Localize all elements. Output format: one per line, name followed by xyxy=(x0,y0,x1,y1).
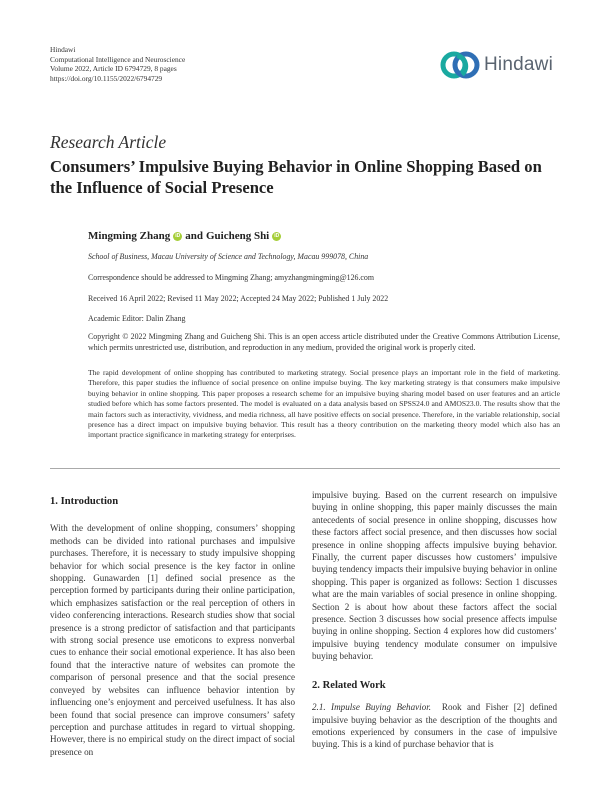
journal-meta xyxy=(50,45,185,83)
journal-name: Computational Intelligence and Neuroscience xyxy=(50,54,186,64)
left-column xyxy=(50,489,295,758)
correspondence: Correspondence should be addressed to Mingming Zhang; amyzhangmingming@126.com xyxy=(88,273,375,282)
section-divider xyxy=(50,468,560,469)
introduction-continued-paragraph: impulsive buying. Based on the current research on impulsive buying in online shopping, this paper mainly discusses the main antecedents of social presence in online shopping, discusses how these factors affect social presence, and then discusses how social presence in online shopping affects impulsive buying behavior. Finally, the current paper discusses how customers’ impulsive buying tendency impacts their impulsive buying behavior in online shopping. This paper is organized as follows: Section 1 discusses what are the main variables of social presence in online shopping. Section 2 is about how about these factors affect the social presence. Section 3 discusses how social presence affects impulse buying in online shopping. Section 4 explores how did customers’ impulsive buying tendency modulate consumer on impulsive buying behavior. xyxy=(312,490,557,662)
publication-dates: Received 16 April 2022; Revised 11 May 2022; Accepted 24 May 2022; Published 1 July 2022 xyxy=(88,294,389,303)
introduction-heading: 1. Introduction xyxy=(50,496,119,507)
doi-link[interactable]: https://doi.org/10.1155/2022/6794729 xyxy=(50,73,163,83)
author-name[interactable]: Guicheng Shi xyxy=(205,230,270,242)
related-work-heading: 2. Related Work xyxy=(312,679,386,691)
author-join: and xyxy=(185,230,203,242)
right-column xyxy=(312,489,557,751)
article-type: Research Article xyxy=(50,132,167,152)
hindawi-logo xyxy=(438,41,560,89)
affiliation: School of Business, Macau University of Science and Technology, Macau 999078, China xyxy=(88,252,369,261)
copyright-notice: Copyright © 2022 Mingming Zhang and Guicheng Shi. This is an open access article distributed under the Creative Commons Attribution License, which permits unrestricted use, distribution, and reproduction in any medium, provided the original work is properly cited. xyxy=(88,332,560,352)
introduction-paragraph: With the development of online shopping, consumers’ shopping methods can be divided into rational purchases and impulsive purchases. Therefore, it is necessary to study impulsive shopping behavior for which social presence is the key factor in online shopping. Gunawarden [1] defined social presence as the perception formed by participants during their online participation, which emphasizes satisfaction or the real perception of others in video conferencing interactions. Research studies show that social presence is a strong predictor of satisfaction and that participants with strong social presence use emoticons to express nonverbal cues to enhance their social emotional experience. It has also been found that the interactive nature of websites can promote the comparison of personal presence and that the social presence conveyed by websites can influence behavior intention by influencing one’s enjoyment and perceived usefulness. It has also been found that social presence can improve consumers’ safety perception and purchase attitudes in regard to virtual shopping. However, there is no empirical study on the direct impact of social presence on xyxy=(50,523,295,757)
impulse-buying-paragraph xyxy=(312,701,557,751)
volume-info: Volume 2022, Article ID 6794729, 8 pages xyxy=(50,64,177,74)
interlocking-rings-logo-icon xyxy=(438,43,482,87)
orcid-icon[interactable]: iD xyxy=(175,232,181,239)
authors xyxy=(88,230,281,242)
subsection-title: 2.1. Impulse Buying Behavior. xyxy=(312,702,432,713)
publisher-name: Hindawi xyxy=(50,45,76,54)
abstract: The rapid development of online shopping has contributed to marketing strategy. Social presence plays an important role in the field of marketing. Therefore, this paper studies the influence of social presence on online impulse buying. The key marketing strategy is that consumers make impulsive buying behavior in online shopping. This paper proposes a research scheme for an impulsive buying sharing model based on user features and an article studied before which has some factors presented. The model is evaluated on a data analysis based on SPSS24.0 and AMOS23.0. The results show that the main factors such as interactivity, vividness, and media richness, all have positive effects on social presence. Therefore, in the variable relationship, social presence has a direct impact on impulsive buying behavior. This result has a theory contribution on the marketing theory model which also has an important practice significance in marketing strategy for enterprises. xyxy=(88,368,560,440)
academic-editor: Academic Editor: Dalin Zhang xyxy=(88,314,186,323)
article-title: Consumers’ Impulsive Buying Behavior in Online Shopping Based on the Influence of Social Presence xyxy=(50,157,542,197)
orcid-icon[interactable]: iD xyxy=(274,232,280,239)
author-name[interactable]: Mingming Zhang xyxy=(88,230,171,242)
logo-text: Hindawi xyxy=(484,54,553,75)
subsection-text: Rook and Fisher [2] defined impulsive buying behavior as the description of the thoughts and emotions experienced by consumers in the case of impulsive buying. This is a kind of purchase behavior that is xyxy=(312,702,558,750)
